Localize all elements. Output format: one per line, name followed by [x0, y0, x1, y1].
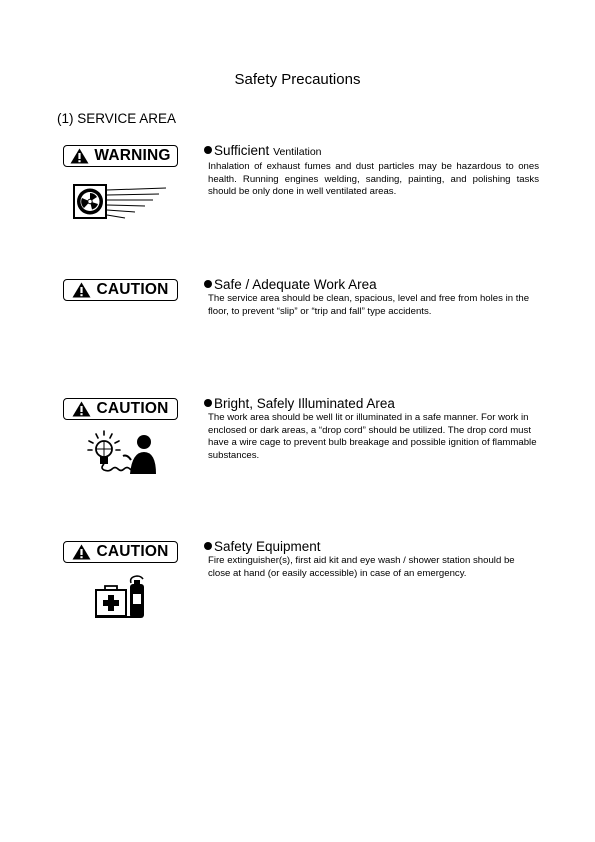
badge-label: CAUTION	[96, 400, 169, 417]
warning-triangle-icon	[72, 544, 91, 560]
first-aid-extinguisher-icon	[95, 574, 147, 620]
badge-label: CAUTION	[96, 543, 169, 560]
caution-badge	[63, 279, 178, 301]
badge-label: CAUTION	[96, 281, 169, 298]
caution-badge	[63, 398, 178, 420]
heading-main: Safety Equipment	[214, 539, 321, 554]
drop-cord-light-icon	[84, 430, 156, 475]
badge-label: WARNING	[94, 147, 171, 164]
item-text: Inhalation of exhaust fumes and dust particles may be hazardous to ones health. Running engines welding, sanding, painting, and polishing tasks should be only done in well ventilated areas.	[208, 161, 539, 198]
item-heading	[204, 277, 377, 292]
item-text: The service area should be clean, spacious, level and free from holes in the floor, to prevent “slip” or “trip and fall” type accidents.	[208, 293, 530, 317]
heading-main: Safe / Adequate Work Area	[214, 277, 377, 292]
bullet-icon	[204, 399, 212, 407]
warning-triangle-icon	[70, 148, 89, 164]
section-heading: (1) SERVICE AREA	[57, 111, 177, 126]
warning-triangle-icon	[72, 282, 91, 298]
heading-main: Sufficient	[214, 143, 270, 158]
heading-small: Ventilation	[273, 146, 322, 158]
ventilation-fan-icon	[73, 183, 168, 220]
warning-triangle-icon	[72, 401, 91, 417]
heading-main: Bright, Safely Illuminated Area	[214, 396, 395, 411]
item-heading	[204, 539, 321, 554]
item-heading	[204, 143, 322, 158]
bullet-icon	[204, 280, 212, 288]
item-heading	[204, 396, 395, 411]
warning-badge	[63, 145, 178, 167]
bullet-icon	[204, 146, 212, 154]
item-text: Fire extinguisher(s), first aid kit and eye wash / shower station should be close at hand (or easily accessible) in case of an emergency.	[208, 555, 515, 579]
bullet-icon	[204, 542, 212, 550]
caution-badge	[63, 541, 178, 563]
page-title: Safety Precautions	[234, 71, 361, 88]
item-text: The work area should be well lit or illuminated in a safe manner. For work in enclosed or dark areas, a “drop cord” should be utilized. The drop cord must have a wire cage to prevent bulb breakage and possible ignition of flammable substances.	[208, 412, 537, 461]
